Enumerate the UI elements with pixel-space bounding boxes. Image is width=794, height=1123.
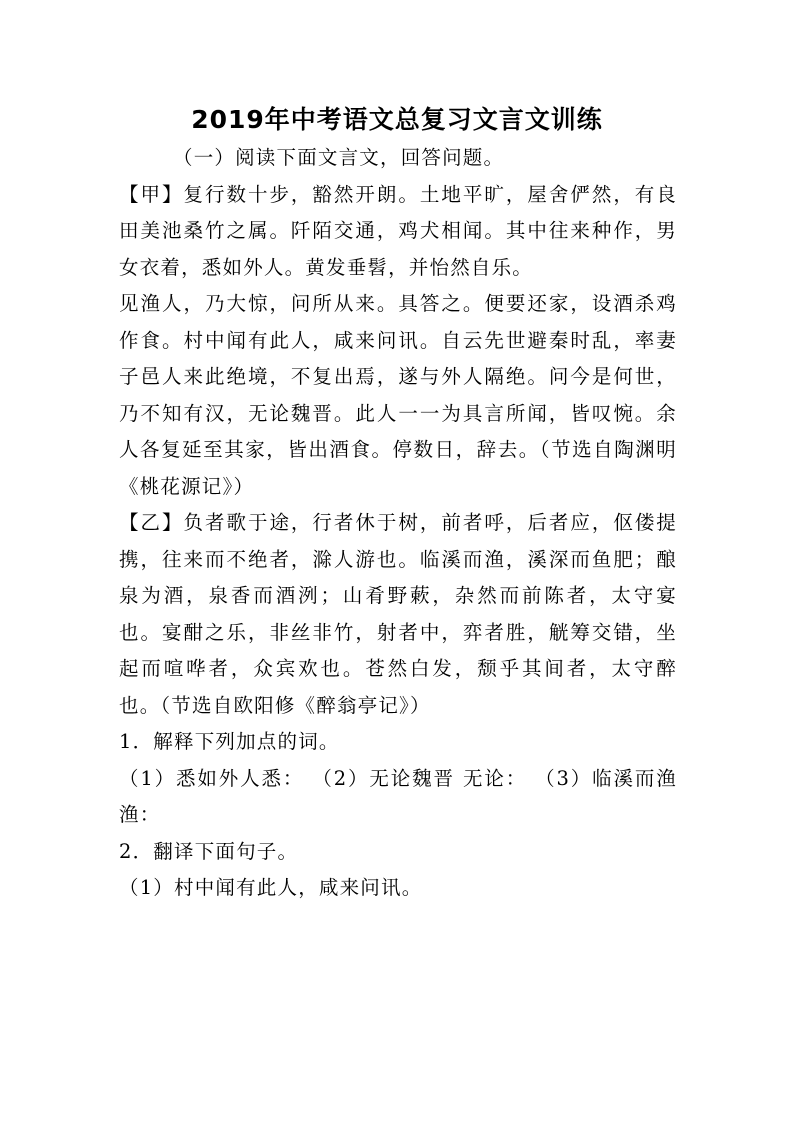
question-2-item-1: （1）村中闻有此人，咸来问讯。 — [119, 876, 423, 899]
reading-instruction: （一）阅读下面文言文，回答问题。 — [173, 146, 505, 169]
passage-jia-paragraph-2: 见渔人，乃大惊，问所从来。具答之。便要还家，设酒杀鸡作食。村中闻有此人，咸来问讯。自云先世避秦时乱，率妻子邑人来此绝境，不复出焉，遂与外人隔绝。问今是何世，乃不知有汉，无论魏晋。此人一一为具言所闻，皆叹惋。余人各复延至其家，皆出酒食。停数日，辞去。（节选自陶渊明《桃花源记》） — [119, 292, 677, 498]
document-title: 2019年中考语文总复习文言文训练 — [191, 105, 603, 134]
document-body — [119, 140, 677, 907]
question-1: 1．解释下列加点的词。 — [119, 730, 340, 753]
question-1-items: （1）悉如外人悉： （2）无论魏晋 无论： （3）临溪而渔渔： — [119, 766, 677, 826]
passage-jia-paragraph-1: 【甲】复行数十步，豁然开朗。土地平旷，屋舍俨然，有良田美池桑竹之属。阡陌交通，鸡犬相闻。其中往来种作，男女衣着，悉如外人。黄发垂髫，并怡然自乐。 — [119, 182, 677, 279]
passage-yi: 【乙】负者歌于途，行者休于树，前者呼，后者应，伛偻提携，往来而不绝者，滁人游也。临溪而渔，溪深而鱼肥；酿泉为酒，泉香而酒洌；山肴野蔌，杂然而前陈者，太守宴也。宴酣之乐，非丝非竹，射者中，弈者胜，觥筹交错，坐起而喧哗者，众宾欢也。苍然白发，颓乎其间者，太守醉也。（节选自欧阳修《醉翁亭记》） — [119, 511, 677, 717]
question-2: 2．翻译下面句子。 — [119, 839, 299, 863]
